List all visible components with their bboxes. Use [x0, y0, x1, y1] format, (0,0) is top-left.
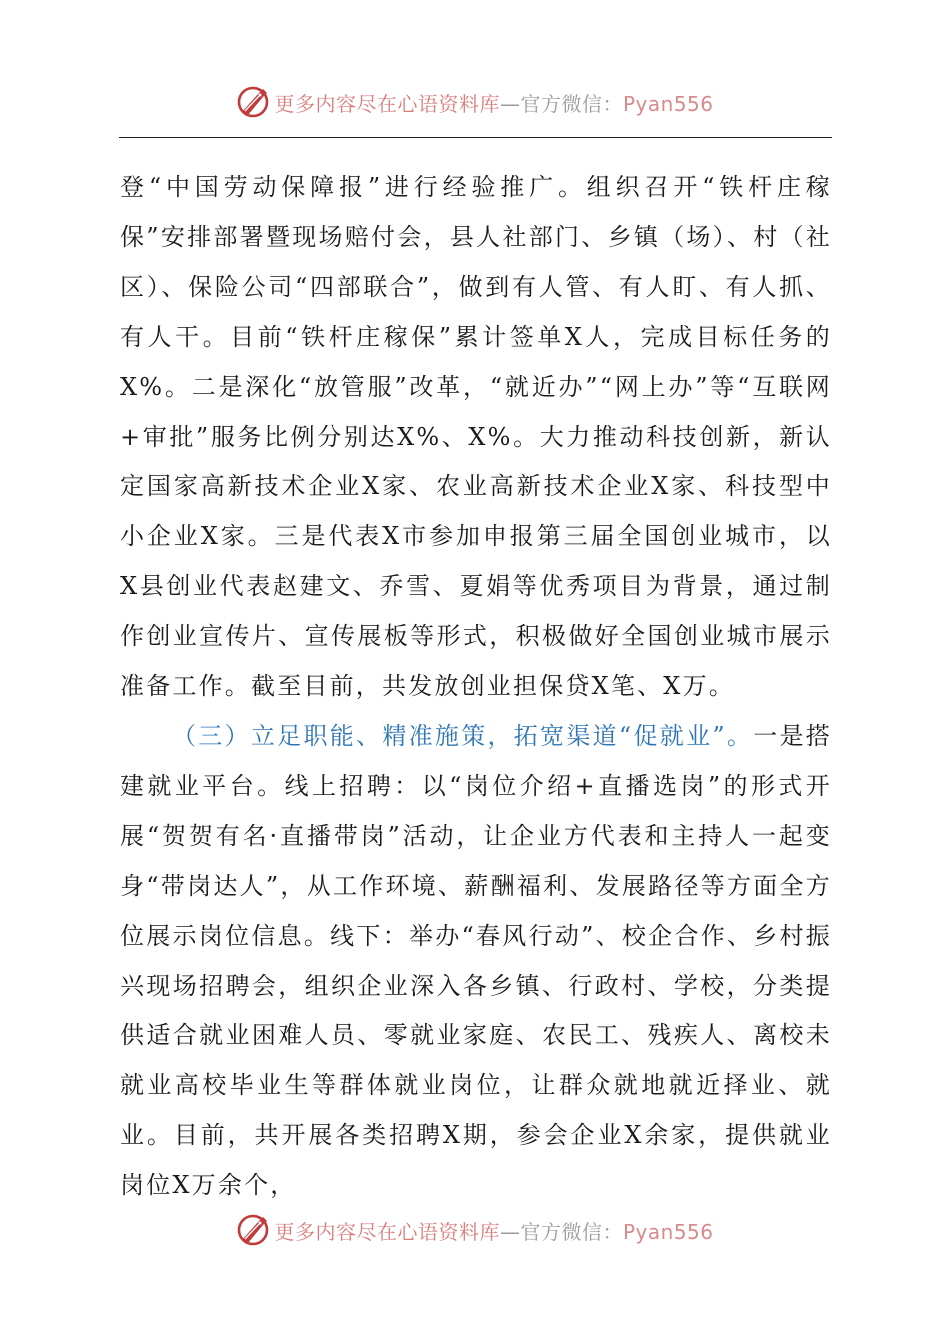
- pen-nib-logo-icon: [236, 85, 270, 119]
- pen-nib-logo-icon: [236, 1213, 270, 1247]
- footer-dash: —: [499, 1219, 521, 1244]
- footer-wechat-label: 官方微信：: [520, 1219, 623, 1244]
- header-banner: [0, 82, 950, 122]
- paragraph-2-text: 一是搭建就业平台。线上招聘：以“岗位介绍+直播选岗”的形式开展“贺贺有名·直播带岗”活动，让企业方代表和主持人一起变身“带岗达人”，从工作环境、薪酬福利、发展路径等方面全方位展示岗位信息。线下：举办“春风行动”、校企合作、乡村振兴现场招聘会，组织企业深入各乡镇、行政村、学校，分类提供适合就业困难人员、零就业家庭、农民工、残疾人、离校未就业高校毕业生等群体就业岗位，让群众就地就近择业、就业。目前，共开展各类招聘X期，参会企业X余家，提供就业岗位X万余个，: [120, 721, 832, 1200]
- header-dash: —: [499, 91, 521, 116]
- header-wechat-label: 官方微信：: [520, 91, 623, 116]
- footer-banner: [0, 1210, 950, 1250]
- paragraph-1: 登“中国劳动保障报”进行经验推广。组织召开“铁杆庄稼保”安排部署暨现场赔付会，县人社部门、乡镇（场）、村（社区）、保险公司“四部联合”，做到有人管、有人盯、有人抓、有人干。目前“铁杆庄稼保”累计签单X人，完成目标任务的X%。二是深化“放管服”改革，“就近办”“网上办”等“互联网+审批”服务比例分别达X%、X%。大力推动科技创新，新认定国家高新技术企业X家、农业高新技术企业X家、科技型中小企业X家。三是代表X市参加申报第三届全国创业城市，以X县创业代表赵建文、乔雪、夏娟等优秀项目为背景，通过制作创业宣传片、宣传展板等形式，积极做好全国创业城市展示准备工作。截至目前，共发放创业担保贷X笔、X万。: [120, 173, 832, 701]
- section-heading: （三）立足职能、精准施策，拓宽渠道“促就业”。: [172, 721, 754, 750]
- paragraph-2: [120, 712, 832, 1211]
- header-text: [274, 88, 713, 117]
- footer-library-text: 更多内容尽在心语资料库: [274, 1219, 500, 1244]
- header-library-text: 更多内容尽在心语资料库: [274, 91, 500, 116]
- document-body: [120, 163, 832, 1211]
- header-divider: [119, 137, 832, 138]
- footer-wechat-id: Pyan556: [622, 1219, 714, 1244]
- footer-text: [274, 1216, 713, 1245]
- header-wechat-id: Pyan556: [622, 91, 714, 116]
